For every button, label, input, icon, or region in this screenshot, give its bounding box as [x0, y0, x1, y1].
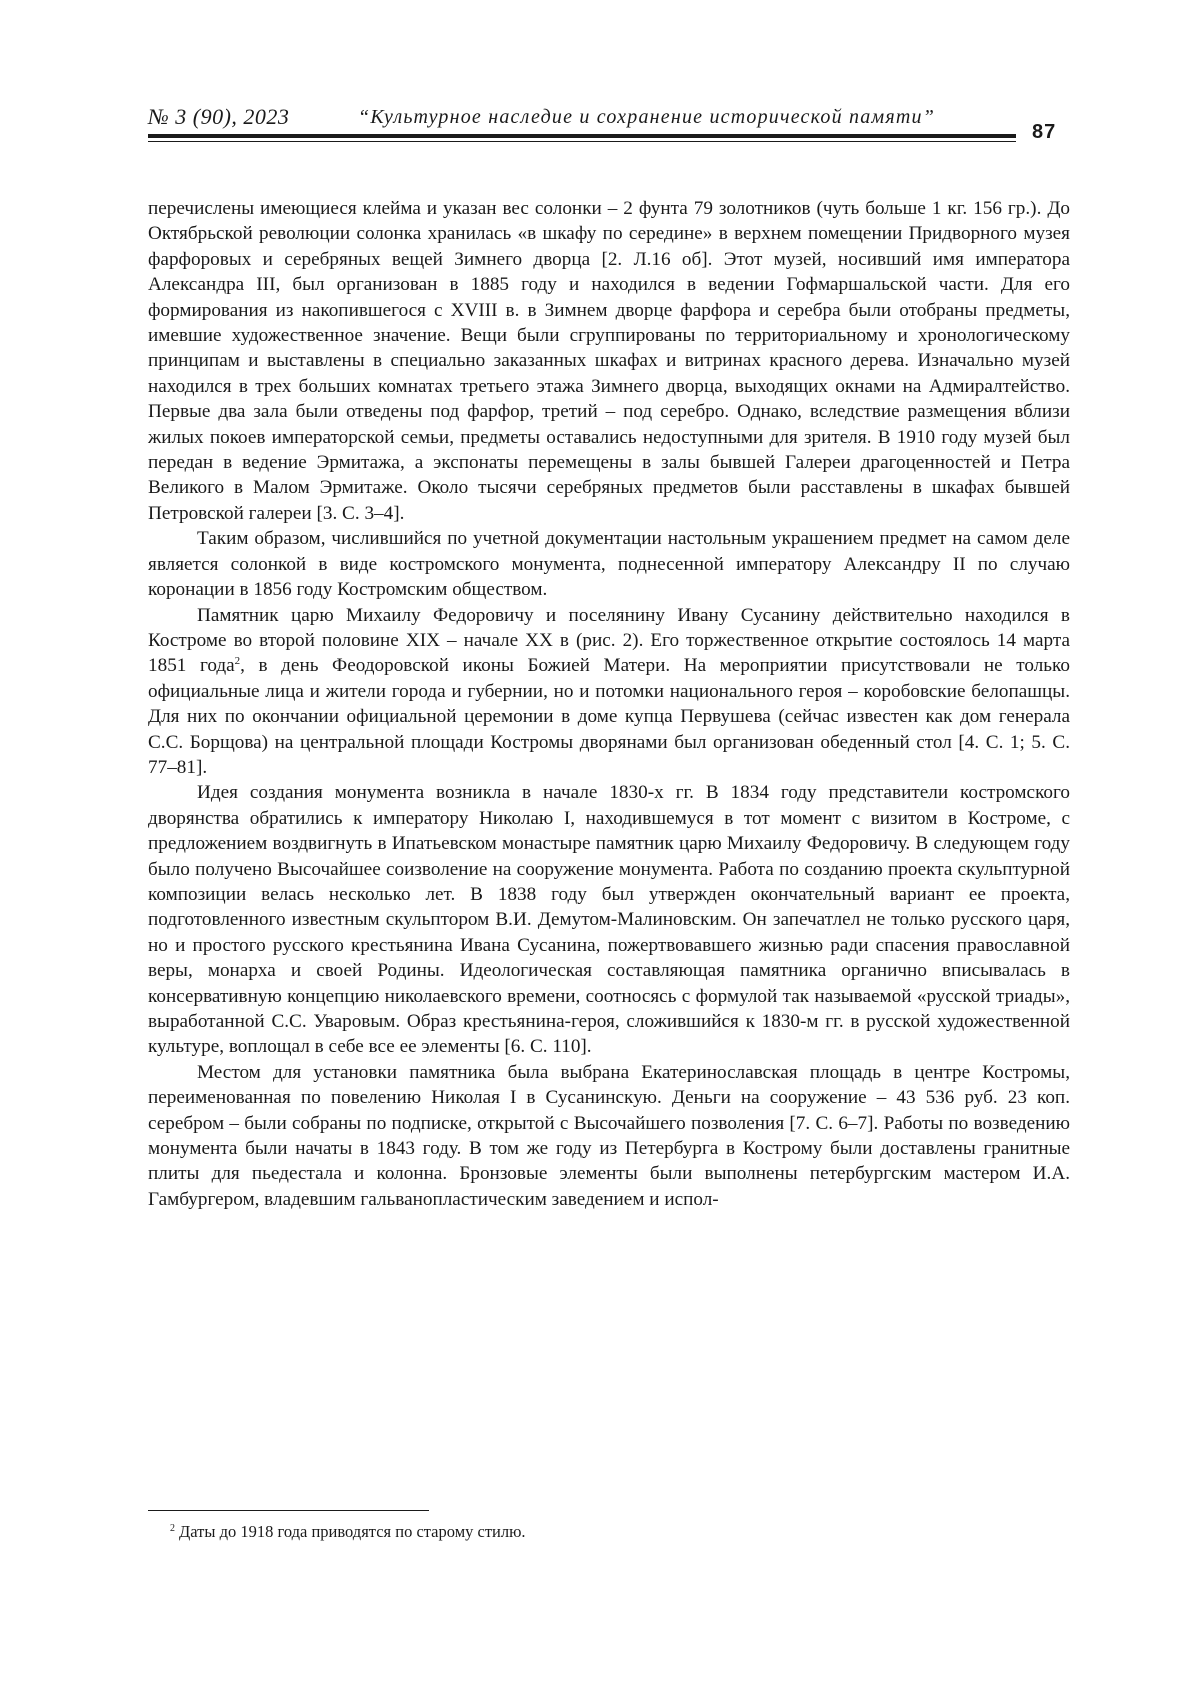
page-number: 87 [1032, 121, 1056, 144]
footnote-text: Даты до 1918 года приводятся по старому стилю. [179, 1522, 526, 1541]
paragraph: Местом для установки памятника была выбрана Екатеринославская площадь в центре Костромы, переименованная по повелению Николая I в Сусанинскую. Деньги на сооружение – 43 536 руб. 23 коп. серебром – были собраны по подписке, открытой с Высочайшего позволения [7. С. 6–7]. Работы по возведению монумента были начаты в 1843 году. В том же году из Петербурга в Кострому были доставлены гранитные плиты для пьедестала и колонна. Бронзовые элементы были выполнены петербургским мастером И.А. Гамбургером, владевшим гальванопластическим заведением и испол- [148, 1060, 1070, 1212]
paragraph [148, 603, 1070, 781]
header-rule-thick [148, 134, 1016, 138]
paragraph: Идея создания монумента возникла в начале 1830-х гг. В 1834 году представители костромского дворянства обратились к императору Николаю I, находившемуся в тот момент с визитом в Костроме, с предложением воздвигнуть в Ипатьевском монастыре памятник царю Михаилу Федоровичу. В следующем году было получено Высочайшее соизволение на сооружение монумента. Работа по созданию проекта скульптурной композиции велась несколько лет. В 1838 году был утвержден окончательный вариант ее проекта, подготовленного известным скульптором В.И. Демутом-Малиновским. Он запечатлел не только русского царя, но и простого русского крестьянина Ивана Сусанина, пожертвовавшего жизнью ради спасения православной веры, монарха и своей Родины. Идеологическая составляющая памятника органично вписывалась в консервативную концепцию николаевского времени, соотносясь с формулой так называемой «русской триады», выработанной С.С. Уваровым. Образ крестьянина-героя, сложившийся к 1830-м гг. в русской художественной культуре, воплощал в себе все ее элементы [6. С. 110]. [148, 780, 1070, 1059]
footnote-separator [148, 1510, 429, 1511]
paragraph: перечислены имеющиеся клейма и указан вес солонки – 2 фунта 79 золотников (чуть больше 1 кг. 156 гр.). До Октябрьской революции солонка хранилась «в шкафу по середине» в верхнем помещении Придворного музея фарфоровых и серебряных вещей Зимнего дворца [2. Л.16 об]. Этот музей, носивший имя императора Александра III, был организован в 1885 году и находился в ведении Гофмаршальской части. Для его формирования из накопившегося с XVIII в. в Зимнем дворце фарфора и серебра были отобраны предметы, имевшие художественное значение. Вещи были сгруппированы по территориальному и хронологическому принципам и выставлены в специально заказанных шкафах и витринах красного дерева. Изначально музей находился в трех больших комнатах третьего этажа Зимнего дворца, выходящих окнами на Адмиралтейство. Первые два зала были отведены под фарфор, третий – под серебро. Однако, вследствие размещения вблизи жилых покоев императорской семьи, предметы оставались недоступными для зрителя. В 1910 году музей был передан в ведение Эрмитажа, а экспонаты перемещены в залы бывшей Галереи драгоценностей и Петра Великого в Малом Эрмитаже. Около тысячи серебряных предметов были расставлены в шкафах бывшей Петровской галереи [3. С. 3–4]. [148, 196, 1070, 526]
paragraph: Таким образом, числившийся по учетной документации настольным украшением предмет на самом деле является солонкой в виде костромского монумента, поднесенной императору Александру II по случаю коронации в 1856 году Костромским обществом. [148, 526, 1070, 602]
footnote [170, 1522, 526, 1542]
footnote-reference[interactable]: 2 [235, 655, 241, 667]
paragraph-text: , в день Феодоровской иконы Божией Матери. На мероприятии присутствовали не только официальные лица и жители города и губернии, но и потомки национального героя – коробовские белопашцы. Для них по окончании официальной церемонии в доме купца Первушева (сейчас известен как дом генерала С.С. Борщова) на центральной площади Костромы дворянами был организован обеденный стол [4. С. 1; 5. С. 77–81]. [148, 655, 1070, 778]
footnote-number: 2 [170, 1523, 175, 1534]
issue-number: № 3 (90), 2023 [148, 104, 289, 130]
paragraph-text: Памятник царю Михаилу Федоровичу и поселянину Ивану Сусанину действительно находился в Костроме во второй половине XIX – начале XX в (рис. 2). Его торжественное открытие состоялось 14 марта 1851 года [148, 605, 1070, 677]
journal-title: “Культурное наследие и сохранение исторической памяти” [358, 106, 935, 129]
article-body [148, 196, 1070, 1212]
header-rule-thin [148, 141, 1016, 142]
